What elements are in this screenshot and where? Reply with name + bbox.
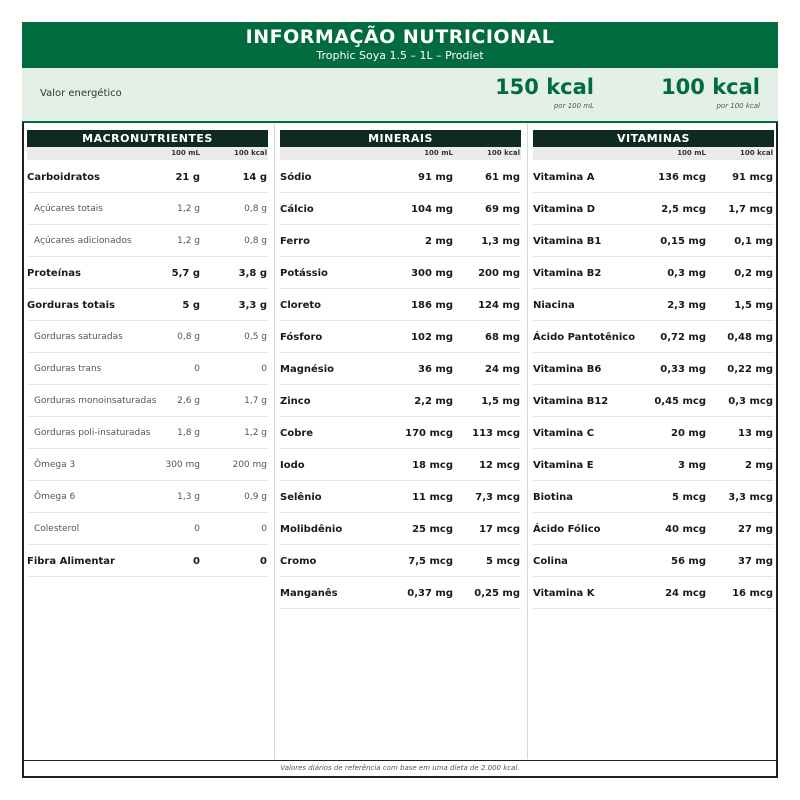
value-per-100ml: 0 xyxy=(194,524,200,534)
value-per-100ml: 300 mg xyxy=(411,268,453,279)
value-per-100kcal: 0 xyxy=(261,364,267,374)
energy-per-100ml-unit: por 100 mL xyxy=(553,102,594,110)
value-per-100ml: 2,6 g xyxy=(177,396,200,406)
value-per-100kcal: 124 mg xyxy=(478,300,520,311)
table-row xyxy=(280,513,521,545)
energy-per-100ml xyxy=(495,74,594,112)
table-row xyxy=(280,193,521,225)
value-per-100ml: 2 mg xyxy=(424,236,453,247)
nutrient-name: Molibdênio xyxy=(280,524,343,535)
table-row xyxy=(533,257,774,289)
value-per-100ml: 0,72 mg xyxy=(660,332,706,343)
energy-value-bar xyxy=(22,68,778,122)
product-subtitle: Trophic Soya 1.5 – 1L – Prodiet xyxy=(316,49,484,62)
nutrient-name: Vitamina B1 xyxy=(533,236,602,247)
value-per-100ml: 0,8 g xyxy=(177,332,200,342)
table-row xyxy=(27,161,268,193)
value-per-100kcal: 0,8 g xyxy=(244,236,267,246)
value-per-100ml: 36 mg xyxy=(418,364,453,375)
value-per-100ml: 170 mcg xyxy=(405,428,453,439)
nutrient-name: Niacina xyxy=(533,300,575,311)
value-per-100ml: 186 mg xyxy=(411,300,453,311)
value-per-100ml: 102 mg xyxy=(411,332,453,343)
nutrient-name: Fibra Alimentar xyxy=(27,556,115,567)
table-row xyxy=(533,225,774,257)
energy-per-100kcal-value: 100 kcal xyxy=(661,75,760,99)
value-per-100ml: 11 mcg xyxy=(412,492,453,503)
table-row xyxy=(533,193,774,225)
nutrient-name: Vitamina C xyxy=(533,428,595,439)
nutrient-name: Ômega 3 xyxy=(34,460,76,470)
value-per-100ml: 1,2 g xyxy=(177,204,200,214)
table-row xyxy=(533,161,774,193)
nutrient-name: Colina xyxy=(533,556,568,567)
table-row xyxy=(27,257,268,289)
value-per-100ml: 0,15 mg xyxy=(660,236,706,247)
macronutrients-column xyxy=(27,130,268,577)
page-title: INFORMAÇÃO NUTRICIONAL xyxy=(245,26,555,48)
table-row xyxy=(280,385,521,417)
table-row xyxy=(533,321,774,353)
value-per-100kcal: 0,3 mcg xyxy=(728,396,773,407)
value-per-100ml: 18 mcg xyxy=(412,460,453,471)
value-per-100ml: 24 mcg xyxy=(665,588,706,599)
unit-100kcal: 100 kcal xyxy=(740,149,773,157)
value-per-100kcal: 1,7 g xyxy=(244,396,267,406)
nutrient-name: Gorduras trans xyxy=(34,364,102,374)
unit-100ml: 100 mL xyxy=(677,149,706,157)
table-row xyxy=(533,513,774,545)
value-per-100kcal: 0,2 mg xyxy=(734,268,773,279)
unit-100kcal: 100 kcal xyxy=(234,149,267,157)
table-row xyxy=(27,449,268,481)
value-per-100kcal: 0,48 mg xyxy=(727,332,773,343)
row-list xyxy=(280,161,521,609)
value-per-100ml: 5,7 g xyxy=(171,268,200,279)
nutrient-name: Gorduras saturadas xyxy=(34,332,123,342)
nutrient-name: Cloreto xyxy=(280,300,322,311)
table-row xyxy=(533,449,774,481)
footnote: Valores diários de referência com base em uma dieta de 2.000 kcal. xyxy=(24,760,776,776)
column-units xyxy=(27,147,268,160)
value-per-100kcal: 16 mcg xyxy=(732,588,773,599)
table-row xyxy=(27,193,268,225)
value-per-100kcal: 0,25 mg xyxy=(474,588,520,599)
value-per-100kcal: 2 mg xyxy=(744,460,773,471)
nutrient-name: Ácido Pantotênico xyxy=(533,332,636,343)
nutrient-name: Vitamina B12 xyxy=(533,396,609,407)
nutrient-name: Sódio xyxy=(280,172,312,183)
column-title: MACRONUTRIENTES xyxy=(27,130,268,147)
header-banner xyxy=(22,22,778,68)
value-per-100ml: 7,5 mcg xyxy=(408,556,453,567)
nutrient-name: Vitamina B2 xyxy=(533,268,602,279)
nutrient-name: Colesterol xyxy=(34,524,80,534)
nutrient-name: Ferro xyxy=(280,236,310,247)
table-row xyxy=(27,289,268,321)
value-per-100kcal: 3,8 g xyxy=(238,268,267,279)
table-row xyxy=(280,577,521,609)
nutrient-name: Ácido Fólico xyxy=(533,524,601,535)
value-per-100kcal: 0 xyxy=(260,556,267,567)
value-per-100kcal: 3,3 mcg xyxy=(728,492,773,503)
value-per-100ml: 0 xyxy=(194,364,200,374)
unit-100ml: 100 mL xyxy=(171,149,200,157)
value-per-100ml: 2,2 mg xyxy=(414,396,453,407)
value-per-100kcal: 200 mg xyxy=(232,460,267,470)
table-row xyxy=(27,513,268,545)
value-per-100kcal: 12 mcg xyxy=(479,460,520,471)
value-per-100ml: 136 mcg xyxy=(658,172,706,183)
table-row xyxy=(533,385,774,417)
value-per-100kcal: 27 mg xyxy=(738,524,773,535)
table-row xyxy=(280,417,521,449)
value-per-100kcal: 0,5 g xyxy=(244,332,267,342)
nutrient-name: Iodo xyxy=(280,460,305,471)
table-row xyxy=(280,289,521,321)
value-per-100kcal: 69 mg xyxy=(485,204,520,215)
nutrient-name: Carboidratos xyxy=(27,172,100,183)
table-row xyxy=(280,161,521,193)
nutrient-name: Açúcares totais xyxy=(34,204,103,214)
table-row xyxy=(27,545,268,577)
table-row xyxy=(280,225,521,257)
value-per-100ml: 5 mcg xyxy=(672,492,706,503)
value-per-100kcal: 1,2 g xyxy=(244,428,267,438)
table-row xyxy=(533,545,774,577)
table-row xyxy=(533,577,774,609)
nutrient-name: Potássio xyxy=(280,268,328,279)
table-row xyxy=(533,289,774,321)
table-row xyxy=(280,321,521,353)
nutrient-name: Vitamina K xyxy=(533,588,595,599)
energy-per-100kcal xyxy=(661,74,760,112)
energy-per-100kcal-unit: por 100 kcal xyxy=(716,102,760,110)
value-per-100ml: 20 mg xyxy=(671,428,706,439)
nutrient-name: Fósforo xyxy=(280,332,323,343)
value-per-100kcal: 1,7 mcg xyxy=(728,204,773,215)
minerals-column xyxy=(280,130,521,609)
nutrient-name: Vitamina D xyxy=(533,204,596,215)
nutrient-name: Proteínas xyxy=(27,268,81,279)
value-per-100kcal: 5 mcg xyxy=(486,556,520,567)
column-divider xyxy=(527,123,528,759)
value-per-100kcal: 113 mcg xyxy=(472,428,520,439)
value-per-100ml: 0,33 mg xyxy=(660,364,706,375)
column-units xyxy=(280,147,521,160)
value-per-100kcal: 7,3 mcg xyxy=(475,492,520,503)
vitamins-column xyxy=(533,130,774,609)
table-row xyxy=(280,481,521,513)
table-row xyxy=(280,545,521,577)
value-per-100kcal: 61 mg xyxy=(485,172,520,183)
value-per-100kcal: 37 mg xyxy=(738,556,773,567)
energy-per-100ml-value: 150 kcal xyxy=(495,75,594,99)
table-row xyxy=(27,225,268,257)
value-per-100kcal: 0,8 g xyxy=(244,204,267,214)
table-row xyxy=(27,417,268,449)
value-per-100kcal: 1,5 mg xyxy=(481,396,520,407)
value-per-100kcal: 68 mg xyxy=(485,332,520,343)
nutrient-name: Manganês xyxy=(280,588,338,599)
value-per-100ml: 1,3 g xyxy=(177,492,200,502)
nutrient-name: Vitamina B6 xyxy=(533,364,602,375)
nutrient-name: Gorduras totais xyxy=(27,300,115,311)
value-per-100ml: 0,3 mg xyxy=(667,268,706,279)
value-per-100ml: 2,5 mcg xyxy=(661,204,706,215)
nutrient-name: Cromo xyxy=(280,556,317,567)
nutrient-name: Cobre xyxy=(280,428,314,439)
nutrient-name: Cálcio xyxy=(280,204,314,215)
row-list xyxy=(533,161,774,609)
value-per-100ml: 0 xyxy=(193,556,200,567)
nutrient-name: Gorduras monoinsaturadas xyxy=(34,396,157,406)
table-row xyxy=(27,385,268,417)
value-per-100kcal: 17 mcg xyxy=(479,524,520,535)
value-per-100ml: 91 mg xyxy=(418,172,453,183)
nutrient-name: Ômega 6 xyxy=(34,492,76,502)
table-row xyxy=(27,481,268,513)
column-divider xyxy=(274,123,275,759)
value-per-100kcal: 24 mg xyxy=(485,364,520,375)
nutrient-name: Selênio xyxy=(280,492,322,503)
table-row xyxy=(533,417,774,449)
value-per-100ml: 0,45 mcg xyxy=(654,396,706,407)
value-per-100kcal: 91 mcg xyxy=(732,172,773,183)
value-per-100ml: 56 mg xyxy=(671,556,706,567)
nutrient-name: Açúcares adicionados xyxy=(34,236,132,246)
value-per-100ml: 5 g xyxy=(182,300,200,311)
column-units xyxy=(533,147,774,160)
table-row xyxy=(27,353,268,385)
nutrient-name: Gorduras poli-insaturadas xyxy=(34,428,151,438)
value-per-100kcal: 0,9 g xyxy=(244,492,267,502)
table-row xyxy=(280,353,521,385)
value-per-100kcal: 200 mg xyxy=(478,268,520,279)
table-row xyxy=(533,481,774,513)
value-per-100ml: 104 mg xyxy=(411,204,453,215)
nutrient-name: Vitamina E xyxy=(533,460,594,471)
energy-label: Valor energético xyxy=(40,88,122,99)
column-title: MINERAIS xyxy=(280,130,521,147)
value-per-100ml: 0,37 mg xyxy=(407,588,453,599)
nutrient-name: Vitamina A xyxy=(533,172,595,183)
value-per-100kcal: 0 xyxy=(261,524,267,534)
value-per-100kcal: 1,3 mg xyxy=(481,236,520,247)
table-row xyxy=(533,353,774,385)
value-per-100kcal: 13 mg xyxy=(738,428,773,439)
unit-100kcal: 100 kcal xyxy=(487,149,520,157)
table-row xyxy=(27,321,268,353)
value-per-100ml: 1,8 g xyxy=(177,428,200,438)
value-per-100ml: 300 mg xyxy=(165,460,200,470)
value-per-100ml: 21 g xyxy=(175,172,200,183)
value-per-100ml: 40 mcg xyxy=(665,524,706,535)
nutrient-name: Biotina xyxy=(533,492,573,503)
value-per-100ml: 25 mcg xyxy=(412,524,453,535)
value-per-100kcal: 3,3 g xyxy=(238,300,267,311)
value-per-100ml: 2,3 mg xyxy=(667,300,706,311)
value-per-100ml: 1,2 g xyxy=(177,236,200,246)
value-per-100kcal: 14 g xyxy=(242,172,267,183)
row-list xyxy=(27,161,268,577)
column-title: VITAMINAS xyxy=(533,130,774,147)
nutrition-table xyxy=(22,122,778,778)
unit-100ml: 100 mL xyxy=(424,149,453,157)
value-per-100kcal: 1,5 mg xyxy=(734,300,773,311)
value-per-100kcal: 0,22 mg xyxy=(727,364,773,375)
table-row xyxy=(280,449,521,481)
table-row xyxy=(280,257,521,289)
nutrient-name: Zinco xyxy=(280,396,311,407)
nutrient-name: Magnésio xyxy=(280,364,335,375)
value-per-100kcal: 0,1 mg xyxy=(734,236,773,247)
value-per-100ml: 3 mg xyxy=(677,460,706,471)
